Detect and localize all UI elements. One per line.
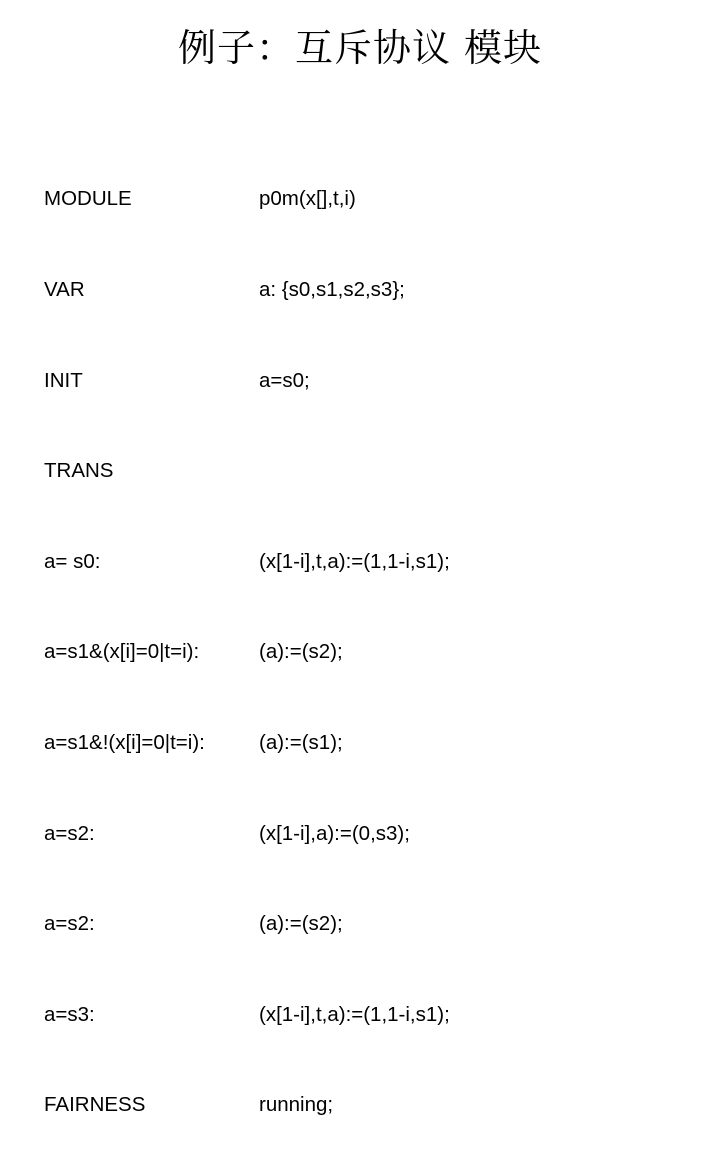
transition-action-6: (x[1-i],t,a):=(1,1-i,s1); [259,1002,450,1026]
transition-action-2: (a):=(s2); [259,640,343,664]
keyword-line-module: MODULE [44,187,132,211]
transition-action-4: (x[1-i],a):=(0,s3); [259,821,410,845]
transition-action-3: (a):=(s1); [259,730,343,754]
condition-line-5: a=s2: [44,912,95,936]
var-declaration: a: {s0,s1,s2,s3}; [259,278,405,301]
condition-line-4: a=s2: [44,821,95,845]
keyword-line-init: INIT [44,368,83,392]
condition-line-2: a=s1&(x[i]=0|t=i): [44,640,200,664]
condition-line-1: a= s0: [44,549,101,573]
condition-line-3: a=s1&!(x[i]=0|t=i): [44,730,205,754]
fairness-condition: running; [259,1093,334,1117]
module-signature: p0m(x[],t,i) [259,187,356,211]
keyword-line-fairness: FAIRNESS [44,1093,146,1117]
definition-column [259,124,450,1151]
transition-action-1: (x[1-i],t,a):=(1,1-i,s1); [259,549,450,573]
transition-action-5: (a):=(s2); [259,912,343,936]
keyword-column [44,124,205,1151]
keyword-line-trans: TRANS [44,459,114,483]
keyword-line-var: VAR [44,278,85,301]
init-assignment: a=s0; [259,368,310,392]
blank-line [259,456,450,486]
slide-title: 例子：互斥协议 模块 [177,26,543,70]
condition-line-6: a=s3: [44,1002,95,1026]
